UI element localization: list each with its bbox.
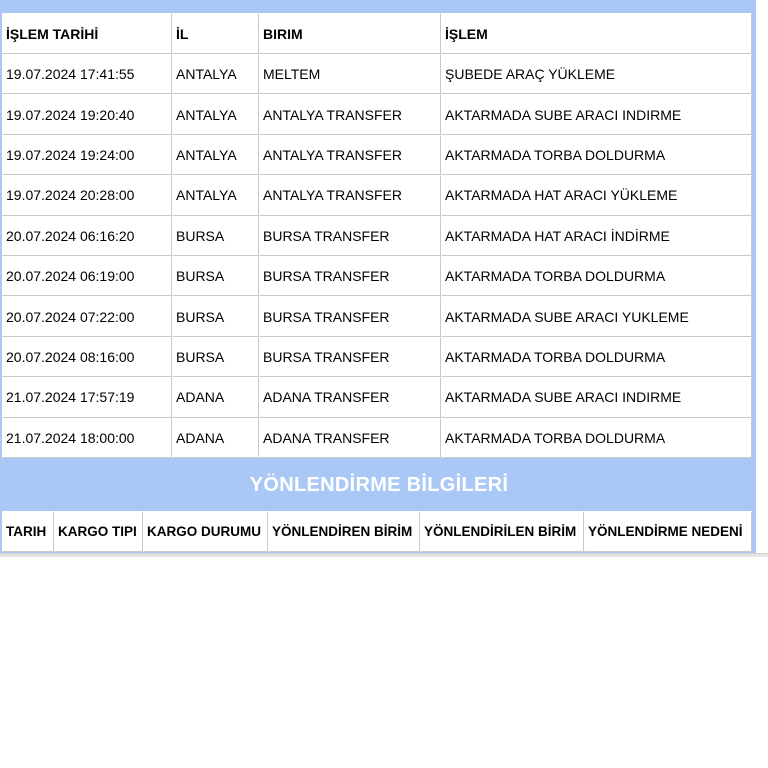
cell-operation: AKTARMADA SUBE ARACI YUKLEME [441, 296, 752, 336]
cell-date: 20.07.2024 06:16:20 [2, 216, 172, 256]
column-header-cargo-type: KARGO TIPI [54, 511, 143, 552]
table-row [2, 216, 752, 256]
table-row [2, 337, 752, 377]
column-header-redirect-reason: YÖNLENDİRME NEDENİ [584, 511, 752, 552]
cell-unit: ANTALYA TRANSFER [259, 175, 441, 215]
page-divider [0, 553, 768, 557]
cell-unit: BURSA TRANSFER [259, 337, 441, 377]
cell-city: ANTALYA [172, 94, 259, 134]
cell-operation: AKTARMADA TORBA DOLDURMA [441, 135, 752, 175]
panel-top-band [0, 0, 756, 13]
shipment-history-table [2, 13, 752, 458]
cell-city: ADANA [172, 418, 259, 458]
cell-unit: ANTALYA TRANSFER [259, 135, 441, 175]
table-row [2, 377, 752, 417]
column-header-city: İL [172, 13, 259, 54]
cell-date: 19.07.2024 17:41:55 [2, 54, 172, 94]
column-header-redirected-unit: YÖNLENDİRİLEN BİRİM [420, 511, 584, 552]
column-header-unit: BIRIM [259, 13, 441, 54]
cell-operation: AKTARMADA SUBE ARACI INDIRME [441, 377, 752, 417]
cell-city: BURSA [172, 256, 259, 296]
cell-date: 20.07.2024 07:22:00 [2, 296, 172, 336]
table-row [2, 296, 752, 336]
cell-unit: ADANA TRANSFER [259, 377, 441, 417]
cell-date: 21.07.2024 17:57:19 [2, 377, 172, 417]
column-header-operation: İŞLEM [441, 13, 752, 54]
table-row [2, 94, 752, 134]
cell-unit: ANTALYA TRANSFER [259, 94, 441, 134]
cell-unit: ADANA TRANSFER [259, 418, 441, 458]
cell-operation: AKTARMADA TORBA DOLDURMA [441, 337, 752, 377]
cell-date: 21.07.2024 18:00:00 [2, 418, 172, 458]
cell-unit: BURSA TRANSFER [259, 256, 441, 296]
cell-city: ANTALYA [172, 175, 259, 215]
cell-date: 20.07.2024 06:19:00 [2, 256, 172, 296]
cell-city: BURSA [172, 296, 259, 336]
cell-date: 20.07.2024 08:16:00 [2, 337, 172, 377]
cell-city: BURSA [172, 216, 259, 256]
cell-date: 19.07.2024 19:24:00 [2, 135, 172, 175]
cell-unit: MELTEM [259, 54, 441, 94]
cell-unit: BURSA TRANSFER [259, 296, 441, 336]
redirect-section-header [2, 459, 756, 511]
cell-unit: BURSA TRANSFER [259, 216, 441, 256]
column-header-cargo-status: KARGO DURUMU [143, 511, 268, 552]
table-row [2, 54, 752, 94]
cell-operation: AKTARMADA SUBE ARACI INDIRME [441, 94, 752, 134]
redirect-header-row [2, 511, 752, 552]
table-row [2, 135, 752, 175]
cell-date: 19.07.2024 19:20:40 [2, 94, 172, 134]
cell-city: ANTALYA [172, 54, 259, 94]
column-header-date: İŞLEM TARİHİ [2, 13, 172, 54]
cell-operation: AKTARMADA TORBA DOLDURMA [441, 418, 752, 458]
table-row [2, 418, 752, 458]
cell-operation: AKTARMADA TORBA DOLDURMA [441, 256, 752, 296]
cell-operation: ŞUBEDE ARAÇ YÜKLEME [441, 54, 752, 94]
redirect-info-table [2, 511, 752, 552]
column-header-redirect-date: TARIH [2, 511, 54, 552]
cell-city: ANTALYA [172, 135, 259, 175]
cell-operation: AKTARMADA HAT ARACI İNDİRME [441, 216, 752, 256]
cell-city: BURSA [172, 337, 259, 377]
history-header-row [2, 13, 752, 54]
history-table-body [2, 54, 752, 458]
cell-date: 19.07.2024 20:28:00 [2, 175, 172, 215]
redirect-section-title: YÖNLENDİRME BİLGİLERİ [249, 473, 509, 496]
column-header-redirecting-unit: YÖNLENDİREN BİRİM [268, 511, 420, 552]
table-row [2, 175, 752, 215]
cell-operation: AKTARMADA HAT ARACI YÜKLEME [441, 175, 752, 215]
cell-city: ADANA [172, 377, 259, 417]
table-row [2, 256, 752, 296]
